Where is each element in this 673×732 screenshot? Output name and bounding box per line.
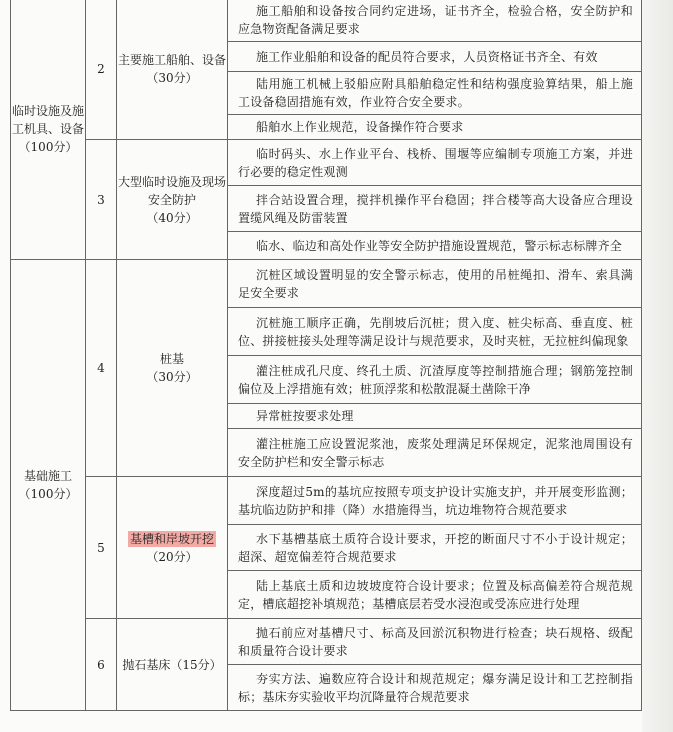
requirement-cell: 深度超过5m的基坑应按照专项支护设计实施支护，并开展变形监测；基坑临边防护和排（降）水措施得当，坑边堆物符合规范要求 — [228, 477, 642, 525]
item-score: （30分） — [146, 370, 198, 384]
requirement-cell: 临时码头、水上作业平台、栈桥、围堰等应编制专项施工方案，并进行必要的稳定性观测 — [228, 140, 642, 186]
item-name: 主要施工船舶、设备 — [117, 53, 226, 67]
item-number: 2 — [97, 62, 105, 76]
table-row — [11, 140, 642, 186]
requirement-cell: 抛石前应对基槽尺寸、标高及回淤沉积物进行检查；块石规格、级配和质量符合设计要求 — [228, 619, 642, 665]
requirement-cell: 灌注桩施工应设置泥浆池，废浆处理满足环保规定，泥浆池周围设有安全防护栏和安全警示标志 — [228, 429, 642, 477]
category-label: 基础施工（100分） — [18, 469, 78, 501]
item-name-text: 抛石基床 — [122, 657, 171, 672]
table-row — [11, 0, 642, 42]
item-number-cell — [86, 260, 117, 477]
safety-inspection-table — [10, 0, 642, 711]
item-number-cell — [86, 140, 117, 260]
requirement-cell: 临水、临边和高处作业等安全防护措施设置规范，警示标志标牌齐全 — [228, 232, 642, 260]
requirement-cell: 灌注桩成孔尺度、终孔土质、沉渣厚度等控制措施合理；钢筋笼控制偏位及上浮措施有效；桩顶浮浆和松散混凝土凿除干净 — [228, 356, 642, 404]
table-row — [11, 477, 642, 525]
item-score-inline: （15分） — [170, 657, 222, 672]
item-name-cell — [117, 0, 228, 140]
item-number-cell — [86, 0, 117, 140]
item-number-cell — [86, 477, 117, 619]
requirement-cell: 水下基槽基底土质符合设计要求，开挖的断面尺寸不小于设计规定；超深、超宽偏差符合规范要求 — [228, 525, 642, 571]
requirement-cell: 沉桩施工顺序正确，先削坡后沉桩；贯入度、桩尖标高、垂直度、桩位、拼接桩接头处理等满足设计与规范要求，及时夹桩，无拉桩纠偏现象 — [228, 308, 642, 356]
item-number: 5 — [97, 540, 105, 555]
item-name: 大型临时设施及现场安全防护 — [117, 174, 226, 207]
category-cell — [11, 260, 86, 711]
category-label: 临时设施及施工机具、设备（100分） — [11, 104, 84, 154]
item-name — [117, 656, 227, 674]
item-number: 6 — [97, 657, 105, 672]
requirement-cell: 沉桩区域设置明显的安全警示标志，使用的吊桩绳扣、滑车、索具满足安全要求 — [228, 260, 642, 308]
item-name — [117, 530, 227, 548]
item-number-cell — [86, 619, 117, 711]
table-row — [11, 260, 642, 308]
item-name-cell — [117, 477, 228, 619]
highlighted-item-name: 基槽和岸坡开挖 — [129, 531, 214, 546]
requirement-cell: 夯实方法、遍数应符合设计和规范规定；爆夯满足设计和工艺控制指标；基床夯实验收平均沉降量符合规范要求 — [228, 665, 642, 711]
category-cell — [11, 0, 86, 260]
item-score: （30分） — [146, 71, 198, 85]
requirement-cell: 异常桩按要求处理 — [228, 404, 642, 429]
requirement-cell: 陆用施工机械上驳船应附具船舶稳定性和结构强度验算结果，船上施工设备稳固措施有效，作业符合安全要求。 — [228, 72, 642, 115]
table-row — [11, 619, 642, 665]
requirement-cell: 陆上基底土质和边坡坡度符合设计要求；位置及标高偏差符合规范规定，槽底超挖补填规范；基槽底层若受水浸泡或受冻应进行处理 — [228, 571, 642, 619]
item-number: 4 — [97, 361, 105, 375]
item-name-cell — [117, 140, 228, 260]
requirement-cell: 施工作业船舶和设备的配员符合要求，人员资格证书齐全、有效 — [228, 42, 642, 72]
item-score: （40分） — [146, 210, 198, 225]
item-name-cell — [117, 260, 228, 477]
page-edge-shadow — [642, 0, 673, 732]
item-number: 3 — [97, 192, 105, 207]
requirement-cell: 拌合站设置合理，搅拌机操作平台稳固；拌合楼等高大设备应合理设置缆风绳及防雷装置 — [228, 186, 642, 232]
requirement-cell: 施工船舶和设备按合同约定进场，证书齐全，检验合格，安全防护和应急物资配备满足要求 — [228, 0, 642, 42]
requirement-cell: 船舶水上作业规范，设备操作符合要求 — [228, 115, 642, 140]
item-score: （20分） — [146, 549, 198, 564]
item-name: 桩基 — [159, 352, 184, 366]
item-name-cell — [117, 619, 228, 711]
